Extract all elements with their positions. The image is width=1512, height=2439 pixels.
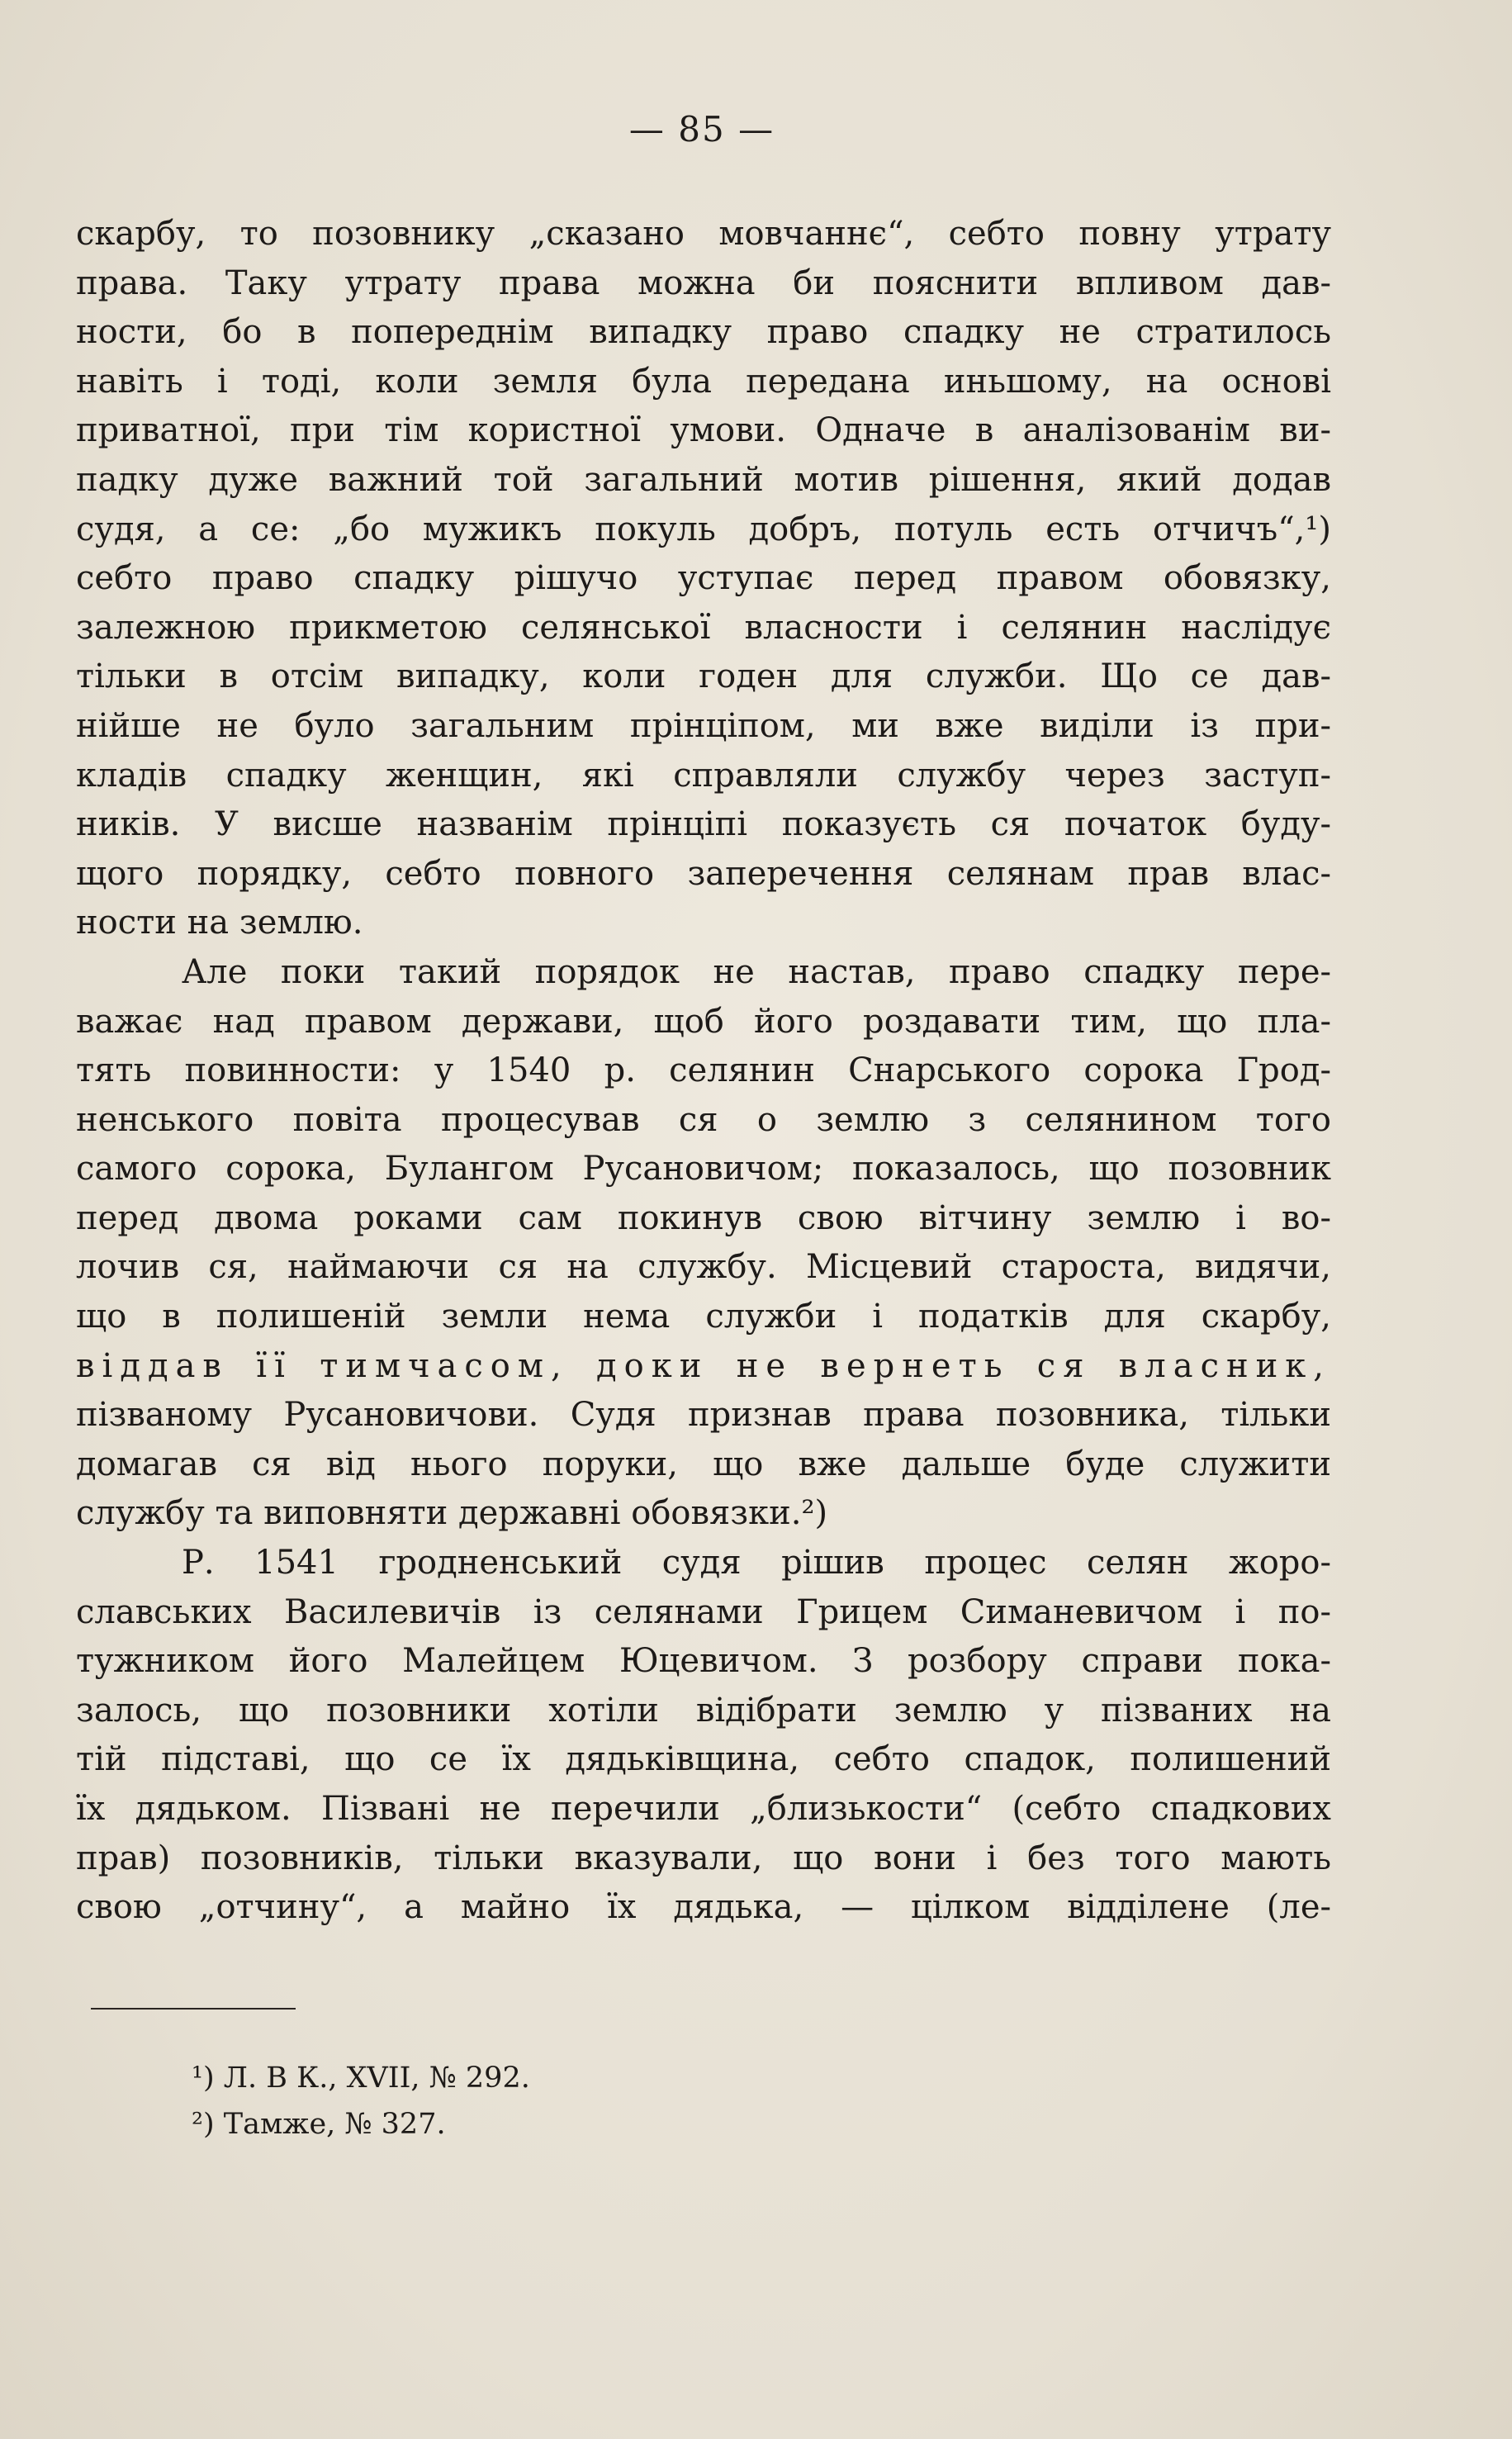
text-line: себто право спадку рішучо уступає перед правом обовязку, [76,559,1331,598]
text-line: тять повинности: у 1540 р. селянин Снарського сорока Грод- [76,1051,1331,1090]
text-line: залось, що позовники хотіли відібрати землю у пізваних на [76,1691,1331,1730]
page-number: — 85 — [628,109,775,149]
text-line: ности на землю. [76,904,363,942]
text-line: самого сорока, Булангом Русановичом; показалось, що позовник [76,1150,1331,1189]
text-line: залежною прикметою селянської власности і селянин наслідує [76,608,1331,647]
text-line: домагав ся від нього поруки, що вже дальше буде служити [76,1445,1331,1483]
footnote-1: ¹) Л. В К., XVII, № 292. [192,2062,530,2095]
text-line: ности, бо в попереднім випадку право спадку не стратилось [76,313,1331,352]
text-line: що в полишеній земли нема служби і податків для скарбу, [76,1298,1331,1336]
text-line: Але поки такий порядок не настав, право спадку пере- [182,952,1331,991]
text-line: Р. 1541 гродненський судя рішив процес селян жоро- [182,1544,1331,1583]
text-line: нійше не було загальним прінціпом, ми вже виділи із при- [76,706,1331,745]
text-line: права. Таку утрату права можна би пояснити впливом дав- [76,263,1331,302]
footnote-2: ²) Тамже, № 327. [192,2108,446,2141]
text-line: ників. У висше названім прінціпі показуєть ся початок буду- [76,805,1331,844]
text-line: тільки в отсім випадку, коли годен для служби. Що се дав- [76,657,1331,696]
body-text [76,210,1331,1933]
text-line: падку дуже важний той загальний мотив рішення, який додав [76,460,1331,499]
text-line: перед двома роками сам покинув свою вітчину землю і во- [76,1198,1331,1237]
text-line: скарбу, то позовнику „сказано мовчаннє“, себто повну утрату [76,215,1331,253]
text-line: приватної, при тім користної умови. Одначе в аналізованім ви- [76,411,1331,450]
text-line-emphasized: віддав її тимчасом, доки не вернеть ся власник, [76,1346,1331,1385]
text-line: службу та виповняти державні обовязки.²) [76,1494,828,1533]
footnotes [192,2055,530,2147]
text-line: славських Василевичів із селянами Грицем Симаневичом і по- [76,1592,1331,1631]
text-line: ненського повіта процесував ся о землю з селянином того [76,1100,1331,1139]
text-line: свою „отчину“, а майно їх дядька, — цілком відділене (ле- [76,1888,1331,1927]
text-line: кладів спадку женщин, які справляли службу через заступ- [76,756,1331,795]
footnote-separator [91,2008,296,2010]
text-line: щого порядку, себто повного заперечення селянам прав влас- [76,854,1331,893]
text-line: лочив ся, наймаючи ся на службу. Місцевий староста, видячи, [76,1248,1331,1287]
text-line: їх дядьком. Пізвані не перечили „близькости“ (себто спадкових [76,1790,1331,1828]
text-line: важає над правом держави, щоб його роздавати тим, що пла- [76,1002,1331,1041]
text-line: пізваному Русановичови. Судя признав права позовника, тільки [76,1396,1331,1435]
text-line: прав) позовників, тільки вказували, що вони і без того мають [76,1839,1331,1877]
text-line: тій підставі, що се їх дядьківщина, себто спадок, полишений [76,1740,1331,1779]
text-line: судя, а се: „бо мужикъ покуль добръ, потуль есть отчичъ“,¹) [76,510,1331,548]
text-line: навіть і тоді, коли земля була передана иньшому, на основі [76,362,1331,401]
text-line: тужником його Малейцем Юцевичом. З розбору справи пока- [76,1642,1331,1681]
